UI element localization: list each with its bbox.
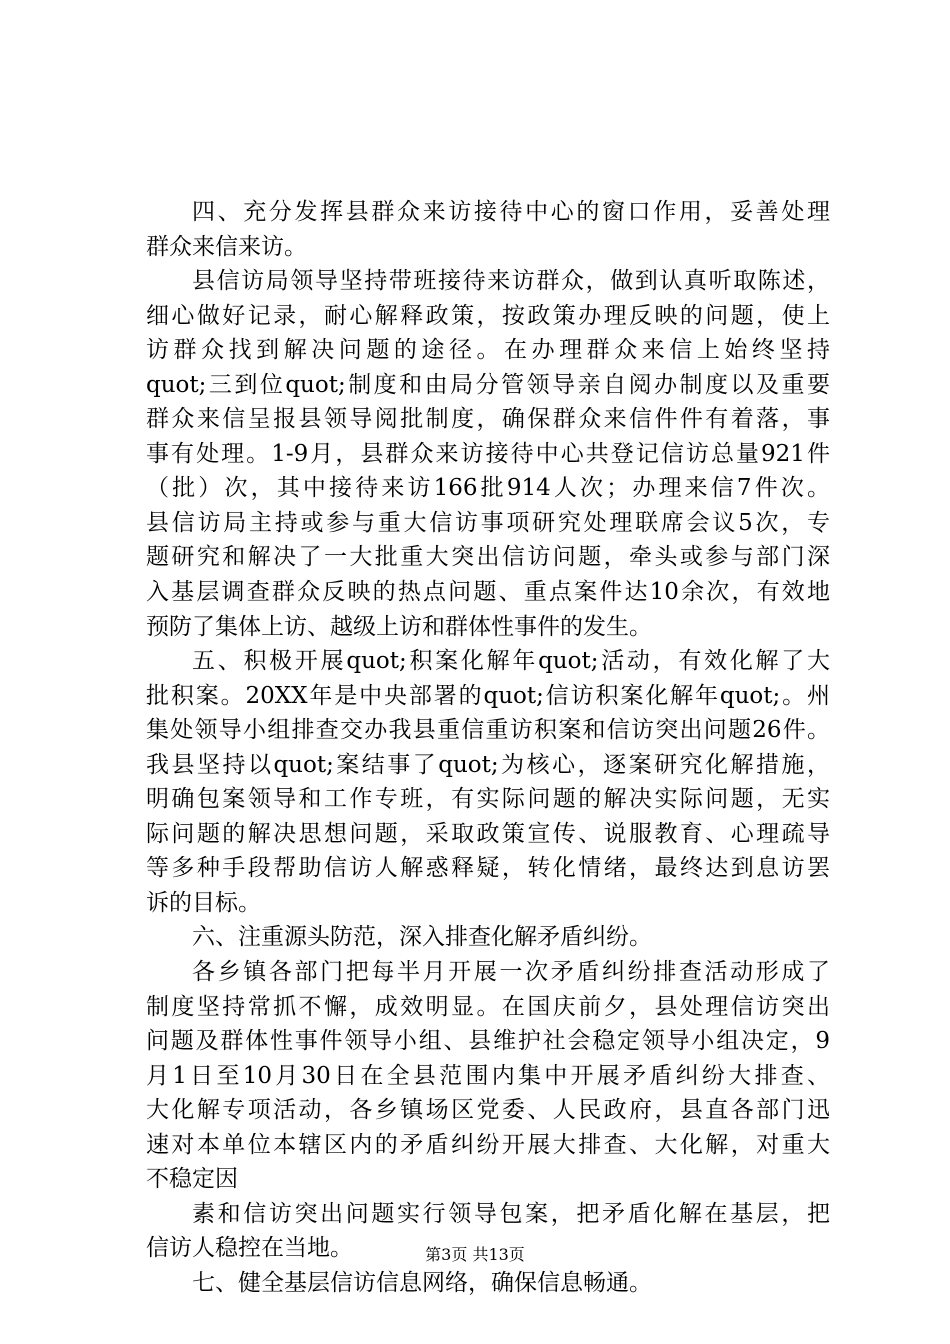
text-line: 事有处理。1-9月，县群众来访接待中心共登记信访总量921件 xyxy=(146,440,830,467)
section-heading-6: 六、注重源头防范，深入排查化解矛盾纠纷。 xyxy=(192,924,652,951)
section-heading-4: 四、充分发挥县群众来访接待中心的窗口作用，妥善处理 xyxy=(192,199,830,225)
text-line: 批积案。20XX年是中央部署的quot;信访积案化解年quot;。州 xyxy=(146,682,830,709)
text-line: 集处领导小组排查交办我县重信重访积案和信访突出问题26件。 xyxy=(146,717,830,744)
text-line: 速对本单位本辖区内的矛盾纠纷开展大排查、大化解，对重大 xyxy=(146,1131,830,1158)
text-line: quot;三到位quot;制度和由局分管领导亲自阅办制度以及重要 xyxy=(146,371,830,398)
text-line: 县信访局主持或参与重大信访事项研究处理联席会议5次，专 xyxy=(146,509,830,536)
text-line: 不稳定因 xyxy=(146,1166,238,1193)
text-line: 问题及群体性事件领导小组、县维护社会稳定领导小组决定，9 xyxy=(146,1028,830,1055)
paragraph-start: 素和信访突出问题实行领导包案，把矛盾化解在基层，把 xyxy=(192,1200,830,1227)
text-line: 访群众找到解决问题的途径。在办理群众来信上始终坚持 xyxy=(146,337,830,364)
paragraph-start: 各乡镇各部门把每半月开展一次矛盾纠纷排查活动形成了 xyxy=(192,959,830,986)
text-line: 制度坚持常抓不懈，成效明显。在国庆前夕，县处理信访突出 xyxy=(146,993,830,1020)
page-number-footer: 第3页 共13页 xyxy=(425,1245,525,1264)
text-line: 等多种手段帮助信访人解惑释疑，转化情绪，最终达到息访罢 xyxy=(146,855,830,882)
text-line: （批）次，其中接待来访166批914人次；办理来信7件次。 xyxy=(146,475,830,502)
document-body xyxy=(146,195,830,1301)
text-line: 明确包案领导和工作专班，有实际问题的解决实际问题，无实 xyxy=(146,786,830,813)
text-line: 大化解专项活动，各乡镇场区党委、人民政府，县直各部门迅 xyxy=(146,1097,830,1124)
text-line: 我县坚持以quot;案结事了quot;为核心，逐案研究化解措施， xyxy=(146,751,830,778)
text-line: 预防了集体上访、越级上访和群体性事件的发生。 xyxy=(146,613,652,640)
paragraph-start: 县信访局领导坚持带班接待来访群众，做到认真听取陈述， xyxy=(192,268,830,295)
text-line: 题研究和解决了一大批重大突出信访问题，牵头或参与部门深 xyxy=(146,544,830,571)
text-line: 入基层调查群众反映的热点问题、重点案件达10余次，有效地 xyxy=(146,579,830,606)
section-heading-5: 五、积极开展quot;积案化解年quot;活动，有效化解了大 xyxy=(192,648,830,675)
section-heading-7: 七、健全基层信访信息网络，确保信息畅通。 xyxy=(192,1269,652,1296)
text-line: 诉的目标。 xyxy=(146,889,261,916)
text-line: 群众来信来访。 xyxy=(146,233,307,260)
text-line: 信访人稳控在当地。 xyxy=(146,1235,353,1262)
text-line: 细心做好记录，耐心解释政策，按政策办理反映的问题，使上 xyxy=(146,302,830,329)
text-line: 月1日至10月30日在全县范围内集中开展矛盾纠纷大排查、 xyxy=(146,1062,830,1089)
text-line: 际问题的解决思想问题，采取政策宣传、说服教育、心理疏导 xyxy=(146,820,830,847)
text-line: 群众来信呈报县领导阅批制度，确保群众来信件件有着落，事 xyxy=(146,406,830,433)
